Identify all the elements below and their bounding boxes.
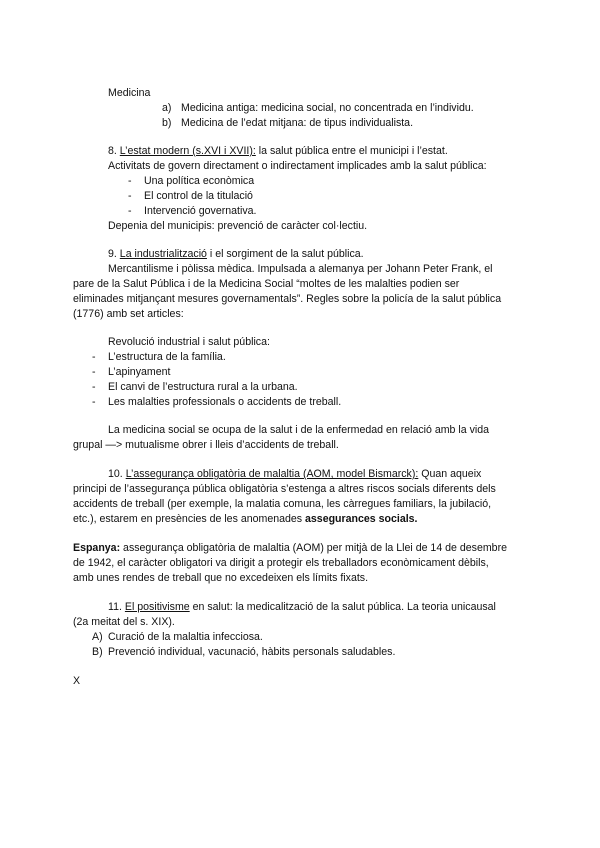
paragraph-line: pare de la Salut Pública i de la Medicina Social “moltes de les malalties podien ser — [73, 278, 460, 290]
section-title-rest: i el sorgiment de la salut pública. — [206, 248, 364, 260]
list-item: Les malalties professionals o accidents de treball. — [108, 396, 342, 408]
section-number: 11. — [108, 601, 122, 613]
section-title: La industrialització — [119, 248, 207, 260]
section-title-rest: en salut: la medicalització de la salut pública. La teoria unicausal — [189, 601, 496, 613]
bullet-dash: - — [92, 351, 96, 363]
intro-item-marker: a) — [162, 102, 172, 114]
section-9-heading — [108, 247, 364, 261]
paragraph-line — [73, 512, 418, 526]
paragraph-line: accidents de treball (per exemple, la malatia comuna, les càrregues familiars, la jubilació, — [73, 498, 492, 510]
paragraph-line: de 1942, el caràcter obligatori va dirigit a protegir els treballadors econòmicament dèbils, — [73, 557, 489, 569]
intro-item-text: Medicina de l’edat mitjana: de tipus individualista. — [181, 117, 414, 129]
intro-item-text: Medicina antiga: medicina social, no concentrada en l’individu. — [181, 102, 474, 114]
list-item: El canvi de l’estructura rural a la urbana. — [108, 381, 298, 393]
bullet-item: El control de la titulació — [144, 190, 253, 202]
espanya-line — [73, 541, 507, 555]
section-title-rest: Quan aqueix — [418, 468, 482, 480]
list-marker: A) — [92, 631, 103, 643]
bullet-item: Intervenció governativa. — [144, 205, 257, 217]
bullet-dash: - — [92, 396, 96, 408]
bullet-item: Una política econòmica — [144, 175, 255, 187]
intro-item-marker: b) — [162, 117, 172, 129]
section-11-heading — [108, 600, 496, 614]
bullet-dash: - — [92, 366, 96, 378]
bold-label: Espanya: — [73, 542, 121, 554]
paragraph-line: principi de l’assegurança pública obligatòria s’estenga a altres riscos socials diferents dels — [73, 483, 496, 495]
paragraph-line: La medicina social se ocupa de la salut i de la enfermedad en relació amb la vida — [108, 424, 490, 436]
section-title: L’assegurança obligatòria de malaltia (AOM, model Bismarck): — [125, 468, 419, 480]
paragraph-text: assegurança obligatòria de malaltia (AOM) per mitjà de la Llei de 14 de desembre — [120, 542, 507, 554]
section-8-heading — [108, 144, 448, 158]
paragraph-line: (1776) amb set articles: — [73, 308, 184, 320]
list-marker: B) — [92, 646, 103, 658]
list-item: Prevenció individual, vacunació, hàbits personals saludables. — [108, 646, 396, 658]
bullet-dash: - — [128, 205, 132, 217]
list-item: Curació de la malaltia infecciosa. — [108, 631, 263, 643]
paragraph-line: (2a meitat del s. XIX). — [73, 616, 175, 628]
subheading: Revolució industrial i salut pública: — [108, 336, 270, 348]
section-number: 10. — [108, 468, 123, 480]
list-item: L’estructura de la família. — [108, 351, 226, 363]
section-title: El positivisme — [124, 601, 190, 613]
paragraph-line: grupal —> mutualisme obrer i lleis d’accidents de treball. — [73, 439, 339, 451]
paragraph-text: etc.), estarem en presències de les anomenades — [73, 513, 306, 525]
bullet-dash: - — [128, 190, 132, 202]
section-number: 8. — [108, 145, 117, 157]
section-8-text: Activitats de govern directament o indirectament implicades amb la salut pública: — [108, 160, 487, 172]
footer-mark: X — [73, 675, 81, 687]
list-item: L’apinyament — [108, 366, 171, 378]
section-8-closing: Depenia del municipis: prevenció de caràcter col·lectiu. — [108, 220, 368, 232]
bullet-dash: - — [128, 175, 132, 187]
paragraph-line: eliminades mitjançant mesures governamentals”. Regles sobre la policía de la salut pública — [73, 293, 502, 305]
section-number: 9. — [108, 248, 117, 260]
paragraph-line: Mercantilisme i pòlissa mèdica. Impulsada a alemanya per Johann Peter Frank, el — [108, 263, 493, 275]
bullet-dash: - — [92, 381, 96, 393]
bold-term: assegurances socials. — [305, 513, 418, 525]
paragraph-line: amb unes rendes de treball que no excedeixen els límits fixats. — [73, 572, 369, 584]
section-10-heading — [108, 467, 481, 481]
section-title: L’estat modern (s.XVI i XVII): — [119, 145, 256, 157]
intro-heading: Medicina — [108, 87, 151, 99]
section-title-rest: la salut pública entre el municipi i l’estat. — [255, 145, 448, 157]
